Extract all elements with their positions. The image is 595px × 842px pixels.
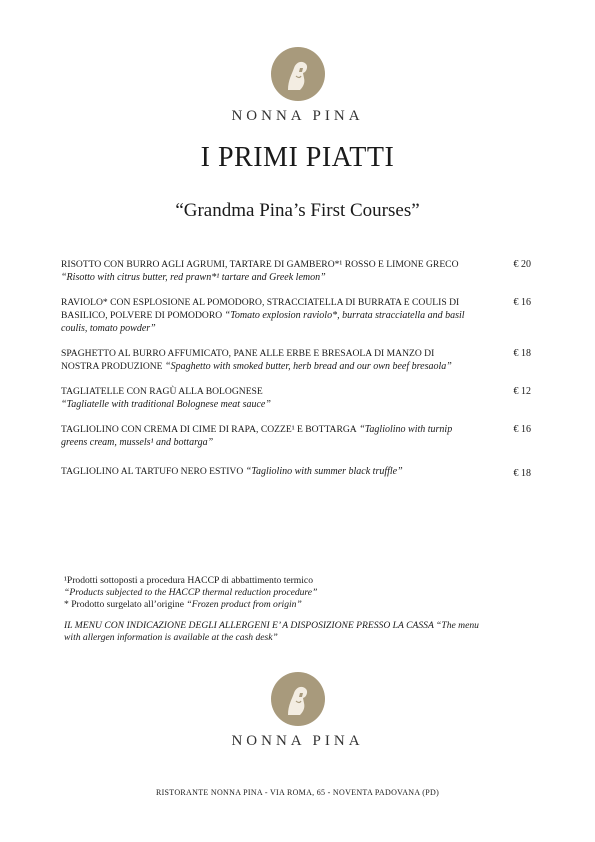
menu-list (61, 258, 535, 490)
menu-item (61, 423, 535, 449)
menu-item (61, 347, 535, 373)
dish-price: € 16 (513, 424, 531, 435)
footer-address: RISTORANTE NONNA PINA - VIA ROMA, 65 - NOVENTA PADOVANA (PD) (155, 788, 440, 797)
brand-name: NONNA PINA (231, 733, 364, 749)
brand-name: NONNA PINA (231, 108, 364, 124)
dish-name-it: TAGLIOLINO CON CREMA DI CIME DI RAPA, COZZE¹ E BOTTARGA (61, 424, 357, 435)
menu-item (61, 258, 535, 284)
footnotes (64, 575, 484, 644)
dish-name-it: RISOTTO CON BURRO AGLI AGRUMI, TARTARE DI GAMBERO*¹ ROSSO E LIMONE GRECO (61, 259, 459, 270)
menu-item-text (61, 423, 471, 449)
dish-price: € 20 (513, 259, 531, 270)
note-frozen (64, 599, 484, 611)
dish-name-it: RAVIOLO* CON ESPLOSIONE AL POMODORO, STRACCIATELLA DI BURRATA E COULIS DI BASILICO, POLVERE DI POMODORO (61, 297, 460, 321)
menu-item-text (61, 385, 471, 411)
dish-price: € 12 (513, 386, 531, 397)
note-haccp-it: ¹Prodotti sottoposti a procedura HACCP di abbattimento termico (64, 575, 313, 586)
dish-price: € 16 (513, 297, 531, 308)
nonna-pina-logo-icon (270, 671, 326, 727)
dish-name-en: “Risotto with citrus butter, red prawn*¹ tartare and Greek lemon” (61, 272, 326, 283)
menu-item (61, 385, 535, 411)
dish-price: € 18 (513, 348, 531, 359)
dish-name-en: “Tagliolino with summer black truffle” (245, 466, 403, 477)
note-frozen-en: “Frozen product from origin” (186, 599, 302, 610)
dish-name-it: TAGLIOLINO AL TARTUFO NERO ESTIVO (61, 466, 244, 477)
note-allergens-it: IL MENU CON INDICAZIONE DEGLI ALLERGENI E’ A DISPOSIZIONE PRESSO LA CASSA (64, 620, 434, 631)
menu-item-text (61, 465, 471, 478)
menu-item (61, 465, 535, 478)
menu-item (61, 296, 535, 335)
dish-name-en: “Tagliolino with turnip greens cream, mussels¹ and bottarga” (61, 424, 453, 448)
dish-name-en: “Spaghetto with smoked butter, herb bread and our own beef bresaola” (165, 361, 452, 372)
dish-price: € 18 (513, 468, 531, 479)
note-haccp-en: “Products subjected to the HACCP thermal reduction procedure” (64, 587, 318, 598)
page-subtitle: “Grandma Pina’s First Courses” (175, 200, 420, 221)
menu-item-text (61, 296, 471, 335)
dish-name-en: “Tagliatelle with traditional Bolognese meat sauce” (61, 399, 271, 410)
menu-item-text (61, 347, 471, 373)
note-frozen-it: * Prodotto surgelato all’origine (64, 599, 184, 610)
menu-item-text (61, 258, 471, 284)
dish-name-en: “Tomato explosion raviolo*, burrata stracciatella and basil coulis, tomato powder” (61, 310, 465, 334)
nonna-pina-logo-icon (270, 46, 326, 102)
logo-bottom (0, 671, 595, 750)
note-allergens (64, 620, 484, 644)
dish-name-it: TAGLIATELLE CON RAGÙ ALLA BOLOGNESE (61, 386, 263, 397)
logo-top (0, 46, 595, 125)
page-title: I PRIMI PIATTI (200, 142, 395, 173)
note-allergens-en: “The menu with allergen information is available at the cash desk” (64, 620, 479, 643)
dish-name-it: SPAGHETTO AL BURRO AFFUMICATO, PANE ALLE ERBE E BRESAOLA DI MANZO DI NOSTRA PRODUZIONE (61, 348, 435, 372)
